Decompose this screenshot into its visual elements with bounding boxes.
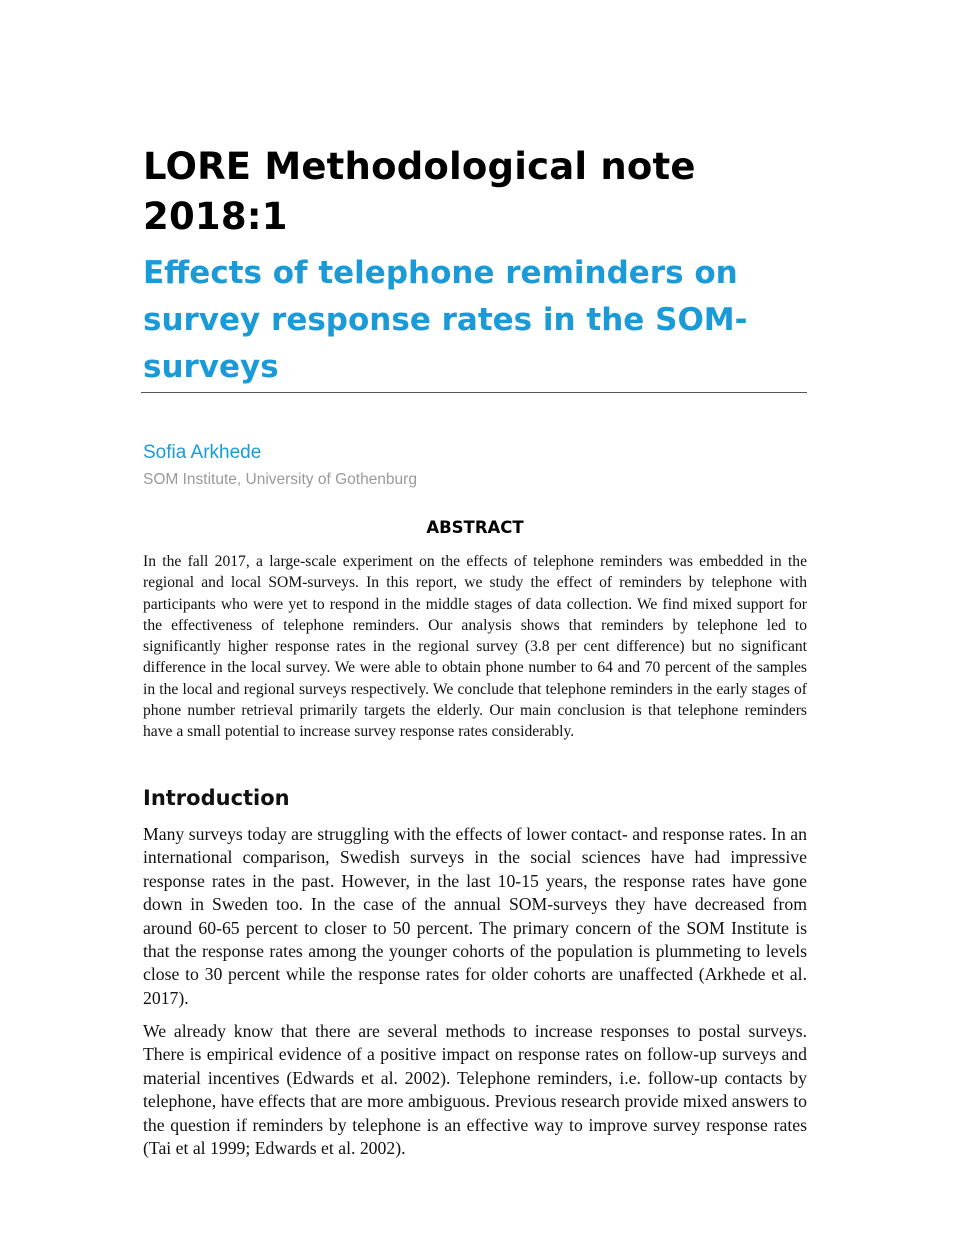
abstract-heading: ABSTRACT: [426, 518, 524, 537]
document-title: LORE Methodological note 2018:1: [143, 145, 696, 238]
introduction-paragraph: We already know that there are several methods to increase responses to postal surveys. There is empirical evidence of a positive impact on response rates on follow-up surveys and material incentives (Edwards et al. 2002). Telephone reminders, i.e. follow-up contacts by telephone, have effects that are more ambiguous. Previous research provide mixed answers to the question if reminders by telephone is an effective way to improve survey response rates (Tai et al 1999; Edwards et al. 2002).: [143, 1021, 807, 1159]
title-divider: [141, 392, 807, 393]
author-name: Sofia Arkhede: [143, 442, 262, 463]
introduction-heading: Introduction: [143, 786, 290, 810]
introduction-paragraph: Many surveys today are struggling with the effects of lower contact- and response rates. In an international comparison, Swedish surveys in the social sciences have had impressive response rates in the past. However, in the last 10-15 years, the response rates have gone down in Sweden too. In the case of the annual SOM-surveys they have decreased from around 60-65 percent to closer to 50 percent. The primary concern of the SOM Institute is that the response rates among the younger cohorts of the population is plummeting to levels close to 30 percent while the response rates for older cohorts are unaffected (Arkhede et al. 2017).: [143, 824, 807, 1008]
abstract-body: In the fall 2017, a large-scale experiment on the effects of telephone reminders was embedded in the regional and local SOM-surveys. In this report, we study the effect of reminders by telephone with participants who were yet to respond in the middle stages of data collection. We find mixed support for the effectiveness of telephone reminders. Our analysis shows that reminders by telephone led to significantly higher response rates in the regional survey (3.8 per cent difference) but no significant difference in the local survey. We were able to obtain phone number to 64 and 70 percent of the samples in the local and regional surveys respectively. We conclude that telephone reminders in the early stages of phone number retrieval primarily targets the elderly. Our main conclusion is that telephone reminders have a small potential to increase survey response rates considerably.: [143, 553, 807, 741]
document-subtitle: Effects of telephone reminders on survey response rates in the SOM-surveys: [143, 255, 748, 385]
author-affiliation: SOM Institute, University of Gothenburg: [143, 471, 417, 488]
